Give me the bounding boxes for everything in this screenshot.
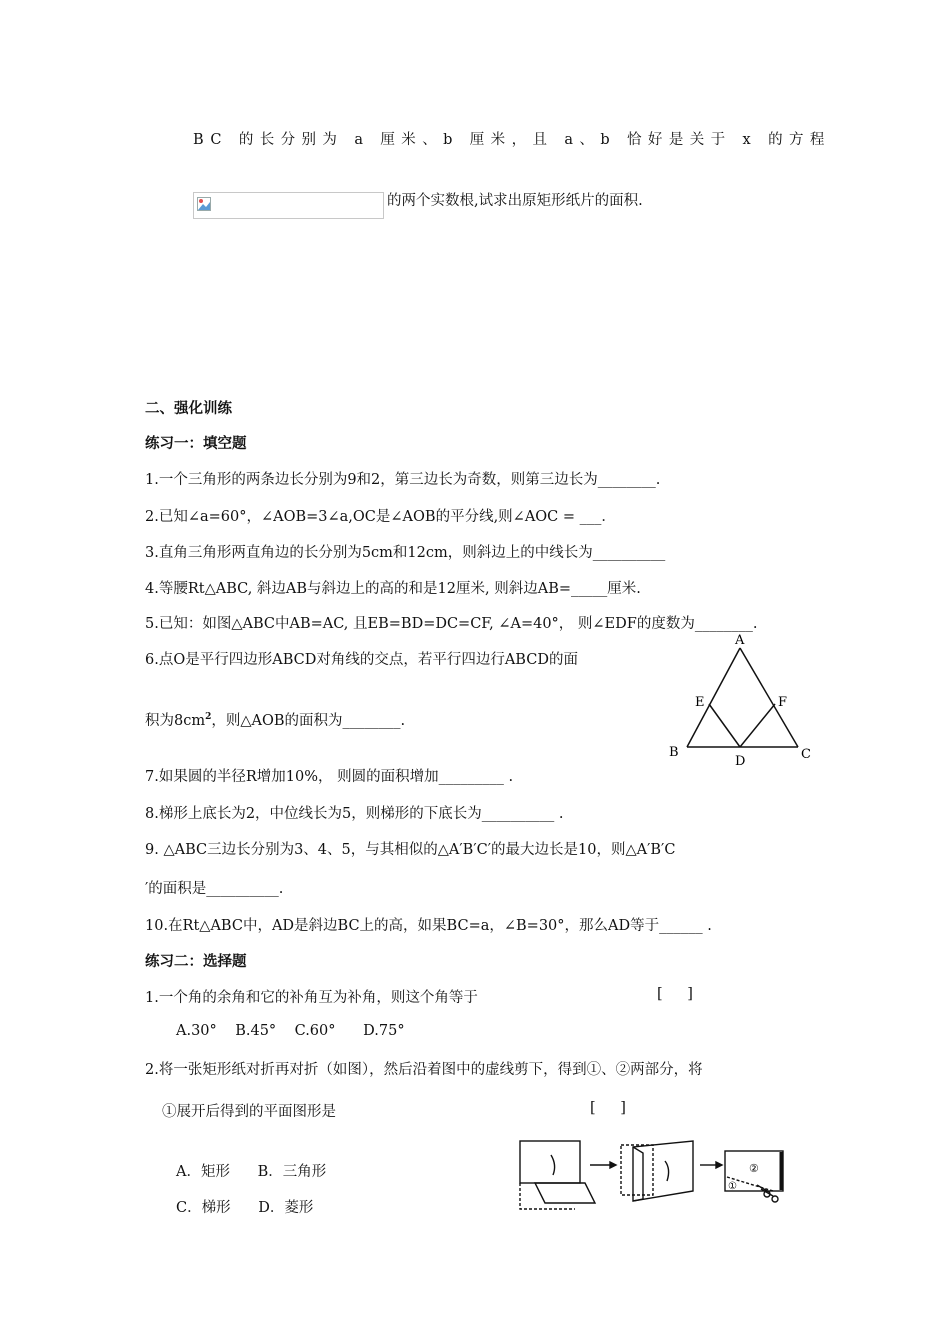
question-8: 8.梯形上底长为2，中位线长为5，则梯形的下底长为__________ .: [145, 806, 564, 822]
side-ac: [740, 648, 798, 747]
choice-options-row-2: C．梯形 D．菱形: [176, 1200, 314, 1216]
arrow-head: [610, 1162, 616, 1168]
part-1-label: ①: [728, 1181, 737, 1192]
answer-bracket: [ ]: [590, 1100, 626, 1116]
question-6-part-1: 6.点O是平行四边形ABCD对角线的交点，若平行四边行ABCD的面: [145, 652, 578, 668]
choice-options: A.30° B.45° C.60° D.75°: [176, 1023, 405, 1039]
choice-question-2-part-2: ①展开后得到的平面图形是: [162, 1104, 336, 1120]
section-title: 二、强化训练: [145, 401, 232, 417]
question-3: 3.直角三角形两直角边的长分别为5cm和12cm，则斜边上的中线长为__________: [145, 545, 666, 561]
fold-curve: [665, 1161, 669, 1181]
practice1-title: 练习一：填空题: [145, 436, 247, 452]
practice2-title: 练习二：选择题: [145, 954, 247, 970]
choice-question-2-part-1: 2.将一张矩形纸对折再对折（如图），然后沿着图中的虚线剪下，得到①、②两部分，将: [145, 1062, 703, 1078]
equation-image: [193, 192, 384, 219]
question-9-part-2: ′的面积是__________.: [145, 881, 284, 897]
fold-curve: [551, 1155, 555, 1175]
question-4: 4.等腰Rt△ABC, 斜边AB与斜边上的高的和是12厘米, 则斜边AB=_____厘米.: [145, 581, 641, 597]
question-9-part-1: 9. △ABC三边长分别为3、4、5，与其相似的△A′B′C′的最大边长是10，则△A′B′C: [145, 842, 676, 858]
paper-sheet: [520, 1141, 580, 1183]
folded-paper: [633, 1141, 693, 1201]
scissors-icon: [772, 1196, 778, 1202]
question-5: 5.已知：如图△ABC中AB=AC, 且EB=BD=DC=CF, ∠A=40°， 则∠EDF的度数为________.: [145, 616, 758, 632]
broken-image-icon: [197, 197, 211, 211]
label-a: A: [735, 633, 745, 648]
fold-edge: [633, 1147, 643, 1201]
dashed-outline: [621, 1145, 653, 1195]
arrow-head: [716, 1162, 722, 1168]
paper-folding-figure: [515, 1135, 795, 1215]
question-2: 2.已知∠a=60°，∠AOB=3∠a,OC是∠AOB的平分线,则∠AOC = ___．: [145, 509, 616, 525]
choice-options-row-1: A．矩形 B．三角形: [176, 1164, 327, 1180]
segment-fd: [740, 704, 775, 747]
label-f: F: [778, 695, 788, 710]
text-line: 的两个实数根,试求出原矩形纸片的面积.: [387, 193, 643, 209]
triangle-figure: [665, 632, 815, 767]
segment-ed: [709, 704, 740, 747]
label-b: B: [669, 745, 679, 760]
text: ，则△AOB的面积为________.: [211, 713, 406, 729]
choice-question-1: 1.一个角的余角和它的补角互为补角，则这个角等于: [145, 990, 478, 1006]
superscript: 2: [205, 712, 212, 723]
question-1: 1.一个三角形的两条边长分别为9和2，第三边长为奇数，则第三边长为________.: [145, 472, 661, 488]
text-line: BC 的长分别为 a 厘米、b 厘米，且 a、b 恰好是关于 x 的方程: [193, 132, 831, 148]
label-c: C: [801, 747, 811, 762]
answer-bracket: [ ]: [657, 986, 693, 1002]
label-d: D: [735, 754, 746, 767]
folded-flap: [535, 1183, 595, 1203]
label-e: E: [695, 695, 705, 710]
dashed-outline: [520, 1183, 575, 1209]
question-10: 10.在Rt△ABC中，AD是斜边BC上的高，如果BC=a，∠B=30°，那么AD等于______ .: [145, 918, 712, 934]
question-6-part-2: [145, 709, 405, 730]
text: 积为8cm: [145, 713, 206, 729]
question-7: 7.如果圆的半径R增加10%， 则圆的面积增加_________ .: [145, 769, 514, 785]
part-2-label: ②: [749, 1162, 759, 1175]
